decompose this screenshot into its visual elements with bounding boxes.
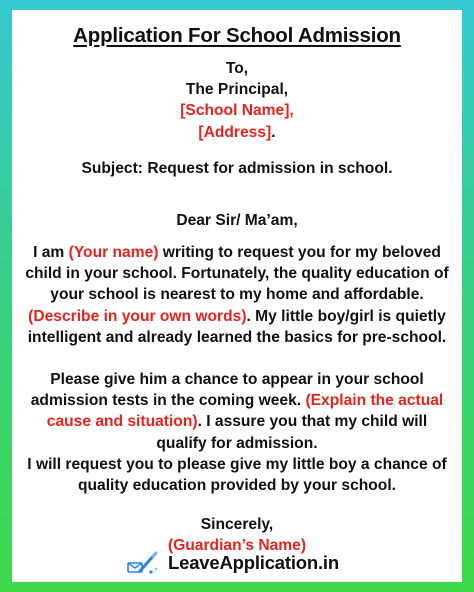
site-logo: [126, 549, 339, 577]
body2-line-6: quality education provided by your school.: [78, 477, 396, 495]
recipient-address: [12, 58, 462, 143]
address-principal: The Principal,: [185, 81, 289, 99]
body1-line-1-end: writing to request you for my beloved: [158, 244, 441, 261]
placeholder-explain-start: (Explain the actual: [305, 392, 444, 410]
body1-line-4-end: . My little boy/girl is quietly: [246, 307, 446, 325]
address-line: [12, 122, 462, 143]
subject-line: Subject: Request for admission in school.: [81, 160, 393, 177]
placeholder-explain-end: cause and situation): [46, 413, 198, 431]
body2-line-5: I will request you to please give my little boy a chance of: [27, 455, 447, 473]
body1-line-2: child in your school. Fortunately, the quality education of: [25, 265, 449, 283]
body1-line-3: your school is nearest to my home and affordable.: [50, 286, 424, 304]
body-paragraph-1: [12, 242, 462, 348]
address-period: .: [271, 123, 276, 141]
body-paragraph-2: [12, 369, 462, 496]
placeholder-your-name: (Your name): [68, 244, 159, 261]
letter-pen-icon: [126, 550, 160, 576]
body1-line-5: intelligent and already learned the basics for pre-school.: [27, 328, 447, 346]
body2-line-3-end: . I assure you that my child will: [197, 413, 428, 431]
sign-off: Sincerely,: [200, 516, 274, 533]
letter-card: [12, 10, 462, 582]
body2-line-1: Please give him a chance to appear in your school: [50, 371, 424, 388]
body2-line-3: [12, 411, 462, 432]
body2-line-4: qualify for admission.: [156, 434, 318, 452]
body1-line-1: [12, 242, 462, 263]
body1-line-4: [12, 306, 462, 327]
logo-text: LeaveApplication.in: [168, 552, 339, 573]
placeholder-school-name: [School Name],: [180, 102, 294, 120]
body1-line-1-start: I am: [33, 244, 69, 261]
body2-line-2: [12, 390, 462, 411]
address-to: To,: [225, 60, 249, 77]
body2-line-2-start: admission tests in the coming week.: [30, 392, 306, 410]
salutation: Dear Sir/ Ma’am,: [176, 212, 298, 229]
placeholder-guardian-name: (Guardian’s Name): [167, 537, 307, 555]
document-title: Application For School Admission: [73, 24, 401, 47]
placeholder-describe: (Describe in your own words): [28, 307, 247, 325]
placeholder-address: [Address]: [198, 123, 272, 141]
